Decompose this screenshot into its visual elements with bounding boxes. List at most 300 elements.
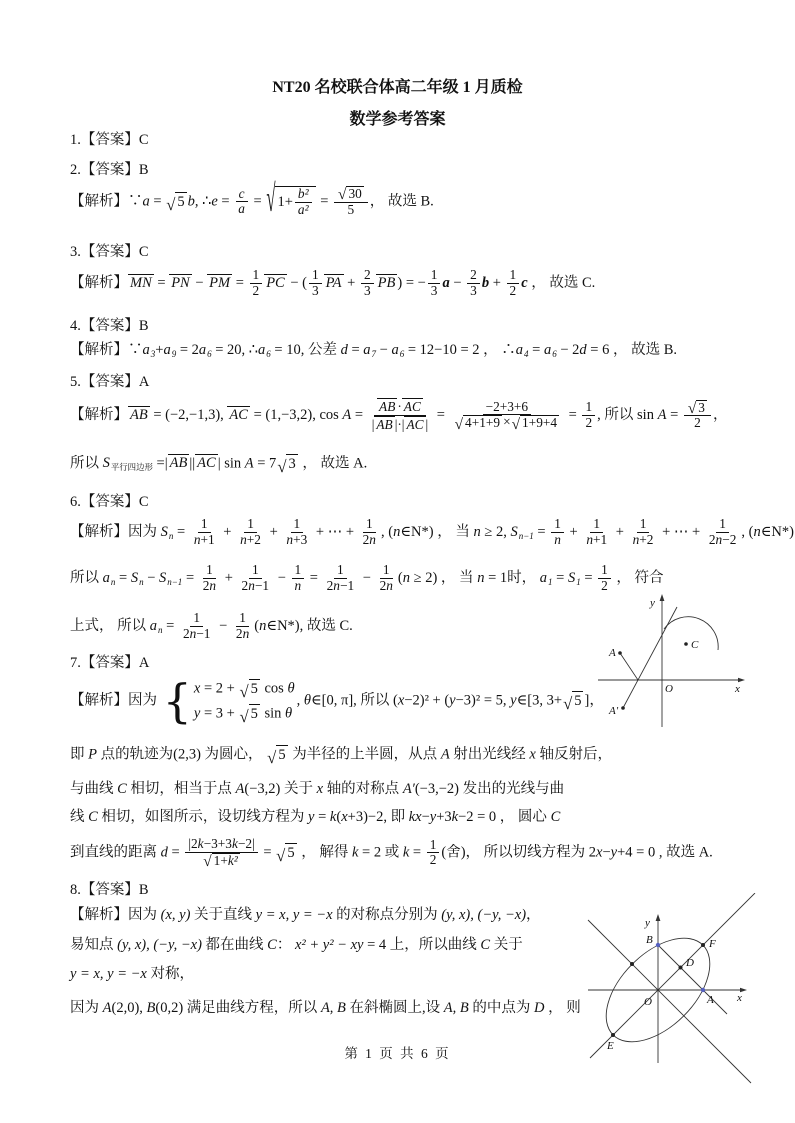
- math-var: k: [402, 844, 410, 861]
- math-vector-overline: [371, 416, 394, 432]
- math-var: A: [440, 746, 450, 763]
- math-text: ， 解得: [297, 844, 352, 861]
- answer-8-line: [70, 881, 149, 900]
- math-numerator: [483, 400, 532, 416]
- point-a-dot: [701, 988, 705, 992]
- math-var: k: [197, 836, 204, 851]
- math-subscripted: [103, 455, 153, 471]
- math-text: −2: [722, 531, 737, 547]
- math-var: n: [333, 577, 340, 593]
- math-text: 1: [252, 267, 260, 282]
- math-fraction: [377, 563, 396, 594]
- math-subscript: 平行四边形: [110, 463, 153, 473]
- math-var: n: [259, 617, 267, 634]
- math-text: = 4 上，所以曲线: [363, 937, 481, 953]
- y-axis-arrow-icon: [656, 914, 661, 921]
- math-text: sin: [260, 705, 286, 722]
- math-fraction: [292, 563, 305, 594]
- math-text: =: [182, 569, 198, 586]
- math-numerator: [590, 517, 603, 533]
- math-subscripted: [258, 342, 271, 358]
- math-var: y: [308, 809, 315, 825]
- math-text: −2|: [237, 836, 255, 851]
- fig1-y-label: y: [650, 597, 655, 609]
- answer-3-line: [70, 243, 149, 262]
- math-radical: [455, 415, 502, 431]
- math-sub-base: a: [391, 342, 399, 358]
- math-text: 5.【答案】A: [70, 374, 150, 390]
- math-denominator: [377, 579, 396, 594]
- math-text: 1: [593, 516, 601, 531]
- math-text: =: [409, 844, 425, 861]
- math-text: =: [173, 523, 189, 540]
- radical-sign-icon: √: [511, 415, 521, 433]
- math-text: 2: [694, 415, 701, 431]
- math-var: n: [586, 531, 593, 547]
- math-radical: [203, 853, 240, 869]
- solution-7-line-5: [70, 837, 713, 869]
- math-fraction: [233, 611, 252, 642]
- math-text: −: [421, 809, 430, 825]
- math-fraction: [324, 563, 358, 594]
- math-text: 相切，相当于点: [126, 781, 236, 797]
- math-text: +3)−2, 即: [347, 809, 409, 825]
- math-var: y: [449, 692, 456, 709]
- math-text: ， 故选 C.: [527, 274, 596, 291]
- math-subscript: n: [158, 624, 163, 635]
- math-text: − (: [286, 274, 307, 291]
- math-subscript: n: [110, 576, 116, 587]
- line-y-equals-x: [590, 893, 755, 1058]
- math-denominator: [309, 284, 322, 299]
- math-fraction: [191, 517, 218, 548]
- math-sub-base: a: [198, 342, 207, 358]
- math-radicand: [572, 691, 583, 711]
- math-text: 即: [70, 746, 89, 763]
- math-radicand: [463, 415, 502, 431]
- math-text: 5: [250, 705, 258, 722]
- math-text: 到直线的距离: [70, 844, 161, 861]
- math-var: B: [146, 1000, 156, 1016]
- math-denominator: [295, 203, 312, 218]
- math-var: c: [238, 185, 245, 201]
- math-fraction: [309, 268, 322, 299]
- math-radicand: [286, 454, 297, 474]
- math-text: 为半径的上半圆，从点: [288, 746, 441, 763]
- math-text: 30: [348, 186, 362, 201]
- math-subscripted: [150, 618, 163, 634]
- math-text: = 7: [253, 455, 277, 472]
- math-numerator: [467, 268, 480, 284]
- math-text: 关于直线: [190, 907, 256, 923]
- math-text: , (: [380, 523, 394, 540]
- math-var: kx: [408, 809, 422, 825]
- math-text: , (: [741, 523, 754, 540]
- math-text: 1: [601, 562, 608, 577]
- math-text: , 所以 sin: [597, 406, 658, 423]
- math-text: |·|: [394, 416, 405, 432]
- math-var: n: [393, 523, 401, 540]
- math-text: + ⋯ +: [658, 523, 704, 540]
- math-var: k: [231, 836, 238, 851]
- math-denominator: [428, 284, 441, 299]
- math-text: = (−2,−1,3),: [149, 406, 228, 423]
- math-vector-overline: [195, 454, 218, 472]
- page-footer: 第 1 页 共 6 页: [344, 1046, 451, 1061]
- math-text: 3.【答案】C: [70, 244, 149, 260]
- math-radical: [239, 704, 259, 724]
- math-var: MN: [130, 274, 152, 291]
- math-var: e: [211, 193, 218, 210]
- math-text: =: [528, 342, 544, 358]
- math-text: 1: [206, 562, 213, 577]
- math-subscripted: [103, 570, 116, 586]
- math-text: −: [376, 342, 392, 358]
- math-var: A: [244, 455, 254, 472]
- math-fraction: [551, 517, 564, 548]
- math-text: 【解析】: [70, 406, 128, 423]
- math-denominator: [235, 202, 248, 217]
- math-vector-overline: [128, 274, 154, 292]
- math-vector-overline: [377, 398, 397, 414]
- math-text: 关于: [490, 937, 523, 953]
- point-c-dot: [684, 642, 688, 646]
- math-text: = 10, 公差: [270, 342, 341, 358]
- math-text: 1+9+4: [522, 415, 558, 431]
- math-subscript: n−1: [518, 530, 534, 541]
- math-denominator: [691, 416, 704, 431]
- solution-5-line-2: [70, 454, 367, 474]
- math-text: =: [316, 193, 333, 210]
- radical-sign-icon: √: [687, 399, 697, 417]
- math-text: 1: [382, 562, 390, 577]
- math-subscript: 7: [371, 349, 377, 360]
- math-subscript: n−1: [167, 576, 183, 587]
- solution-5-line-1: [70, 398, 727, 433]
- math-var: b: [187, 193, 195, 210]
- solution-7-line-1: [70, 674, 604, 729]
- math-numerator: [380, 563, 393, 579]
- math-vector-overline: [168, 454, 190, 472]
- math-text: +: [221, 569, 237, 586]
- math-fraction: [185, 837, 257, 869]
- math-text: 易知点: [70, 937, 118, 953]
- math-var: PC: [266, 274, 285, 291]
- math-text: 2: [252, 282, 260, 298]
- math-text: 【解析】因为: [70, 907, 161, 923]
- math-text: 2: [429, 852, 437, 868]
- math-fraction: [583, 517, 610, 548]
- math-var: θ: [285, 705, 293, 722]
- cases-row: [194, 704, 295, 724]
- math-text: 【解析】∵: [70, 193, 143, 210]
- math-fraction: [467, 268, 480, 299]
- math-text: +: [219, 523, 236, 540]
- math-text: =: [552, 569, 568, 586]
- math-var: x: [529, 746, 536, 763]
- math-numerator: [374, 398, 426, 416]
- math-subscripted: [568, 570, 581, 586]
- math-numerator: [684, 400, 711, 417]
- math-var: PN: [171, 274, 190, 291]
- figure-problem-8: [578, 893, 795, 1096]
- math-numerator: [250, 268, 263, 284]
- math-text: = 3 +: [200, 705, 239, 722]
- math-text: −: [143, 569, 159, 586]
- math-text: = 2 或: [358, 844, 403, 861]
- math-text: 5: [250, 681, 258, 697]
- math-text: = 1时，: [484, 569, 540, 586]
- answer-4-line: [70, 317, 149, 336]
- math-text: 2: [379, 577, 387, 593]
- math-var: n: [294, 577, 302, 593]
- math-text: −2 = 0 ， 圆心: [458, 809, 551, 825]
- math-subscripted: [544, 342, 557, 358]
- math-sub-base: a: [543, 342, 552, 358]
- math-sub-base: S: [567, 569, 576, 586]
- math-vector-overline: [207, 274, 232, 292]
- math-radical: [688, 400, 707, 416]
- math-subscripted: [131, 570, 144, 586]
- incident-ray: [620, 653, 638, 680]
- math-text: =: [314, 809, 330, 825]
- fig2-x-label: x: [737, 992, 742, 1004]
- math-numerator: [637, 517, 650, 533]
- math-vector-overline: [128, 406, 150, 424]
- math-text: 2: [202, 577, 210, 593]
- fig2-origin-label: O: [644, 996, 652, 1008]
- math-vector-overline: [376, 274, 398, 292]
- math-text: 1.【答案】C: [70, 132, 149, 148]
- math-denominator: [507, 284, 520, 299]
- math-text: 1: [429, 836, 437, 852]
- math-numerator: [236, 187, 248, 203]
- math-var: n: [286, 531, 294, 547]
- math-text: 轴反射后，: [535, 746, 612, 763]
- math-text: 的对称点分别为: [332, 907, 442, 923]
- math-text: 3: [470, 282, 477, 298]
- math-denominator: [583, 533, 610, 548]
- math-vector-overline: [324, 274, 344, 292]
- math-text: (: [254, 617, 260, 634]
- math-numerator: [361, 268, 374, 284]
- math-denominator: [292, 579, 305, 594]
- math-text: 1: [554, 516, 561, 531]
- math-var: AC: [197, 455, 216, 472]
- fig2-point-b-label: B: [646, 934, 653, 946]
- math-text: ，: [712, 406, 728, 423]
- math-text: 3: [698, 399, 705, 415]
- math-var: A: [102, 1000, 112, 1016]
- math-denominator: [345, 203, 358, 218]
- math-text: =: [433, 406, 449, 423]
- solution-6-line-2: [70, 563, 664, 594]
- math-fraction: [630, 517, 657, 548]
- math-text: 2: [326, 577, 334, 593]
- math-subscript: 4: [524, 349, 529, 360]
- math-text: −1: [339, 577, 355, 593]
- math-text: 8.【答案】B: [70, 882, 149, 898]
- math-var: AB: [376, 416, 393, 432]
- tangent-circle-diagram: [590, 592, 748, 732]
- math-vector-var: c: [521, 274, 528, 291]
- math-text: ∈[0, π], 所以 (: [310, 692, 398, 709]
- math-text: 1: [430, 267, 438, 282]
- math-var: y: [510, 692, 517, 709]
- math-denominator: [551, 533, 564, 548]
- math-text: 1: [337, 562, 344, 577]
- fig1-point-a-prime-label: A′: [609, 705, 619, 717]
- math-numerator: [428, 268, 441, 284]
- math-text: ≥ 2) ， 当: [410, 569, 478, 586]
- math-text: +4 = 0 , 故选 A.: [617, 844, 713, 861]
- math-var: y: [610, 844, 618, 861]
- math-var: k: [351, 844, 359, 861]
- math-sub-base: S: [160, 523, 168, 540]
- math-sub-base: S: [102, 455, 110, 472]
- math-text: ≥ 2,: [480, 523, 511, 540]
- math-var: A: [342, 406, 352, 423]
- math-var: (y, x), (−y, −x): [117, 937, 202, 953]
- math-denominator: [199, 853, 244, 869]
- math-radical: [239, 679, 259, 699]
- fig2-point-d-label: D: [686, 957, 694, 969]
- math-text: + ⋯ +: [312, 523, 358, 540]
- math-radicand: [696, 400, 707, 416]
- math-denominator: [706, 533, 740, 548]
- math-subscripted: [516, 342, 529, 358]
- math-subscripted: [199, 342, 212, 358]
- math-text: ) = −: [397, 274, 426, 291]
- math-numerator: [236, 611, 249, 627]
- math-text: 2: [241, 577, 249, 593]
- math-text: +3: [293, 531, 308, 547]
- math-subscripted: [163, 342, 176, 358]
- solution-8-line-4: [70, 999, 581, 1018]
- math-denominator: [239, 579, 273, 594]
- math-text: = (1,−3,2), cos: [249, 406, 343, 423]
- math-numerator: [427, 838, 440, 854]
- math-text: =: [259, 844, 276, 861]
- radical-sign-icon: √: [203, 853, 212, 871]
- math-sub-base: a: [163, 342, 171, 358]
- math-text: 1+: [213, 852, 228, 868]
- math-text: =: [162, 617, 178, 634]
- math-text: 【解析】因为: [70, 692, 161, 709]
- answer-5-line: [70, 373, 149, 392]
- math-subscripted: [143, 342, 156, 358]
- math-var: P: [88, 746, 97, 763]
- math-text: =: [666, 406, 682, 423]
- math-var: x: [193, 680, 201, 697]
- math-text: = 2: [176, 342, 199, 358]
- math-sub-base: a: [142, 342, 150, 358]
- math-text: 在斜椭圆上,设: [345, 1000, 444, 1016]
- math-text: −3)² = 5,: [455, 692, 511, 709]
- math-text: 1: [193, 610, 201, 625]
- math-text: +2: [246, 531, 261, 547]
- math-numerator: [309, 268, 322, 284]
- math-text: +: [343, 274, 359, 291]
- math-text: −2+3+6: [485, 398, 529, 414]
- math-radicand: [346, 186, 363, 202]
- math-denominator: [250, 284, 263, 299]
- math-radicand: [520, 415, 559, 431]
- fig1-origin-label: O: [665, 683, 673, 695]
- math-text: =: [347, 342, 364, 358]
- math-text: 1: [719, 516, 726, 531]
- math-numerator: [334, 563, 347, 579]
- math-var: n: [248, 577, 255, 593]
- math-text: 2: [235, 625, 243, 641]
- fig2-point-f-label: F: [709, 938, 716, 950]
- math-denominator: [361, 284, 374, 299]
- math-denominator: [582, 416, 595, 431]
- math-var: n: [242, 625, 250, 641]
- solution-2-line: [70, 176, 434, 221]
- math-vector-overline: [227, 406, 250, 424]
- math-subscript: 1: [576, 576, 581, 587]
- math-denominator: [427, 853, 440, 868]
- math-text: 【解析】因为: [70, 523, 161, 540]
- math-var: y: [429, 809, 437, 825]
- math-text: 2: [708, 531, 716, 547]
- math-text: 4+1+9: [465, 415, 501, 431]
- math-radical: [267, 745, 287, 765]
- math-text: ,: [296, 692, 304, 709]
- math-sub-base: a: [258, 342, 266, 358]
- radical-sign-icon: √: [239, 681, 249, 701]
- math-var: n: [386, 577, 393, 593]
- math-numerator: [598, 563, 611, 579]
- math-text: 线: [70, 809, 89, 825]
- math-var: n: [209, 577, 217, 593]
- math-var: n: [753, 523, 761, 540]
- page-title: NT20 名校联合体高二年级 1 月质检: [272, 79, 523, 96]
- fig2-point-e-label: E: [607, 1040, 614, 1052]
- math-text: 1+: [277, 194, 293, 211]
- math-text: =: [232, 274, 248, 291]
- math-var: y = x, y = −x: [255, 907, 333, 923]
- math-radicand: [276, 745, 287, 765]
- math-denominator: [324, 579, 358, 594]
- math-numerator: [716, 517, 729, 533]
- math-fraction: [428, 268, 441, 299]
- math-subscript: n: [139, 576, 144, 587]
- math-denominator: [451, 415, 563, 431]
- math-subscript: 1: [548, 576, 553, 587]
- math-text: 1: [247, 516, 254, 531]
- math-numerator: [292, 563, 305, 579]
- math-var: A, B: [443, 1000, 469, 1016]
- math-denominator: [467, 284, 480, 299]
- math-numerator: [244, 517, 257, 533]
- math-fraction: [598, 563, 611, 594]
- math-var: A′: [402, 781, 415, 797]
- math-var: AB: [130, 406, 148, 423]
- math-text: ∈N*): [760, 523, 794, 540]
- page-subtitle: 数学参考答案: [349, 111, 446, 128]
- solution-7-line-4: [70, 808, 560, 827]
- math-text: 6.【答案】C: [70, 494, 149, 510]
- math-text: =: [115, 569, 131, 586]
- math-text: 所以: [70, 569, 103, 586]
- solution-6-line-3: [70, 611, 353, 642]
- math-text: ， 故选 A.: [298, 455, 368, 472]
- math-text: =: [351, 406, 367, 423]
- math-numerator: [291, 517, 304, 533]
- math-text: (−3,−2) 发出的光线与曲: [414, 781, 565, 797]
